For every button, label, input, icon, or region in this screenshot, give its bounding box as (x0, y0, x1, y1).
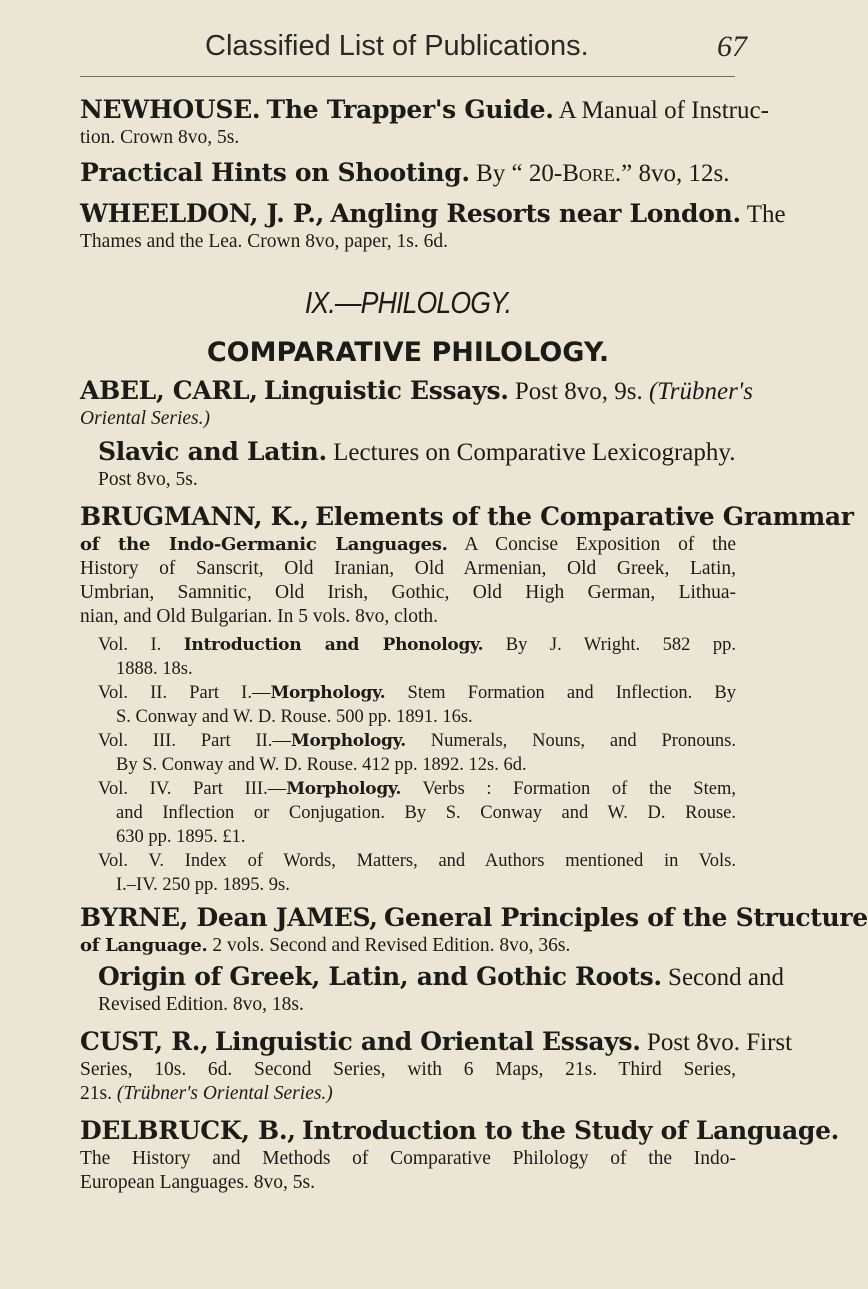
entry-delbruck: DELBRUCK, B., Introduction to the Study of Language. The History and Methods of Comparative Philology of the Indo- European Languages. 8vo, 5s. (80, 1116, 840, 1193)
volume-2: Vol. II. Part I.—Morphology. Stem Formation and Inflection. By (98, 683, 737, 703)
entry-detail: Thames and the Lea. Crown 8vo, paper, 1s. 6d. (80, 231, 448, 252)
page-number: 67 (717, 30, 747, 63)
entry-byrne: BYRNE, Dean JAMES, General Principles of the Structure of Language. 2 vols. Second and Revised Edition. 8vo, 36s. Origin of Greek, Latin, and Gothic Roots. Second and Revised Edition. 8vo, 18s. (80, 903, 868, 1015)
catalogue-body (80, 95, 868, 1195)
entry-wheeldon: WHEELDON, J. P., Angling Resorts near London. The Thames and the Lea. Crown 8vo, paper, 1s. 6d. (80, 199, 786, 252)
header-rule (80, 76, 735, 77)
volume-3: Vol. III. Part II.—Morphology. Numerals, Nouns, and Pronouns. (98, 731, 737, 751)
running-head-title: Classified List of Publications. (205, 30, 589, 62)
entry-detail: tion. Crown 8vo, 5s. (80, 127, 240, 148)
volume-4: Vol. IV. Part III.—Morphology. Verbs : Formation of the Stem, (98, 779, 736, 799)
section-title: IX.—PHILOLOGY. (304, 285, 512, 320)
entry-brugmann: BRUGMANN, K., Elements of the Comparative Grammar of the Indo-Germanic Languages. A Concise Exposition of the History of Sanscrit, Old Iranian, Old Armenian, Old Greek, Latin, Umbrian, Samnitic, Old Irish, Gothic, Old High German, Lithua- nian, and Old Bulgarian. In 5 vols. 8vo, cloth. Vol. I. Introduction and Phonology. By J. Wright. 582 pp. 1888. 18s. Vol. II. Part I.—Morphology. Stem Formation and Inflection. By S. Conway and W. D. Rouse. 500 pp. 1891. 16s. Vol. III. Part II.—Morphology. Numerals, Nouns, and Pronouns. By S. Conway and W. D. Rouse. 412 pp. 1892. 12s. 6d. Vol. IV. Part III.—Morphology. Verbs : Formation of the Stem, and Inflection or Conjugation. By S. Conway and W. D. Rouse. 630 pp. 1895. £1. Vol. V. Index of Words, Matters, and Authors mentioned in Vols. I.–IV. 250 pp. 1895. 9s. (80, 502, 854, 895)
entry-abel: ABEL, CARL, Linguistic Essays. Post 8vo, 9s. (Trübner's Oriental Series.) Slavic and Latin. Lectures on Comparative Lexicography. Post 8vo, 5s. (80, 376, 753, 490)
volume-5: Vol. V. Index of Words, Matters, and Authors mentioned in Vols. (98, 851, 736, 871)
entry-cust: CUST, R., Linguistic and Oriental Essays. Post 8vo. First Series, 10s. 6d. Second Series, with 6 Maps, 21s. Third Series, 21s. (Trübner's Oriental Series.) (80, 1027, 793, 1104)
entry-practical-hints: Practical Hints on Shooting. By “ 20-Bore.” 8vo, 12s. (80, 158, 730, 187)
entry-newhouse: NEWHOUSE. The Trapper's Guide. A Manual of Instruc- tion. Crown 8vo, 5s. (80, 95, 769, 148)
volume-1: Vol. I. Introduction and Phonology. By J. Wright. 582 pp. (98, 635, 737, 655)
section-subtitle: COMPARATIVE PHILOLOGY. (206, 337, 610, 368)
